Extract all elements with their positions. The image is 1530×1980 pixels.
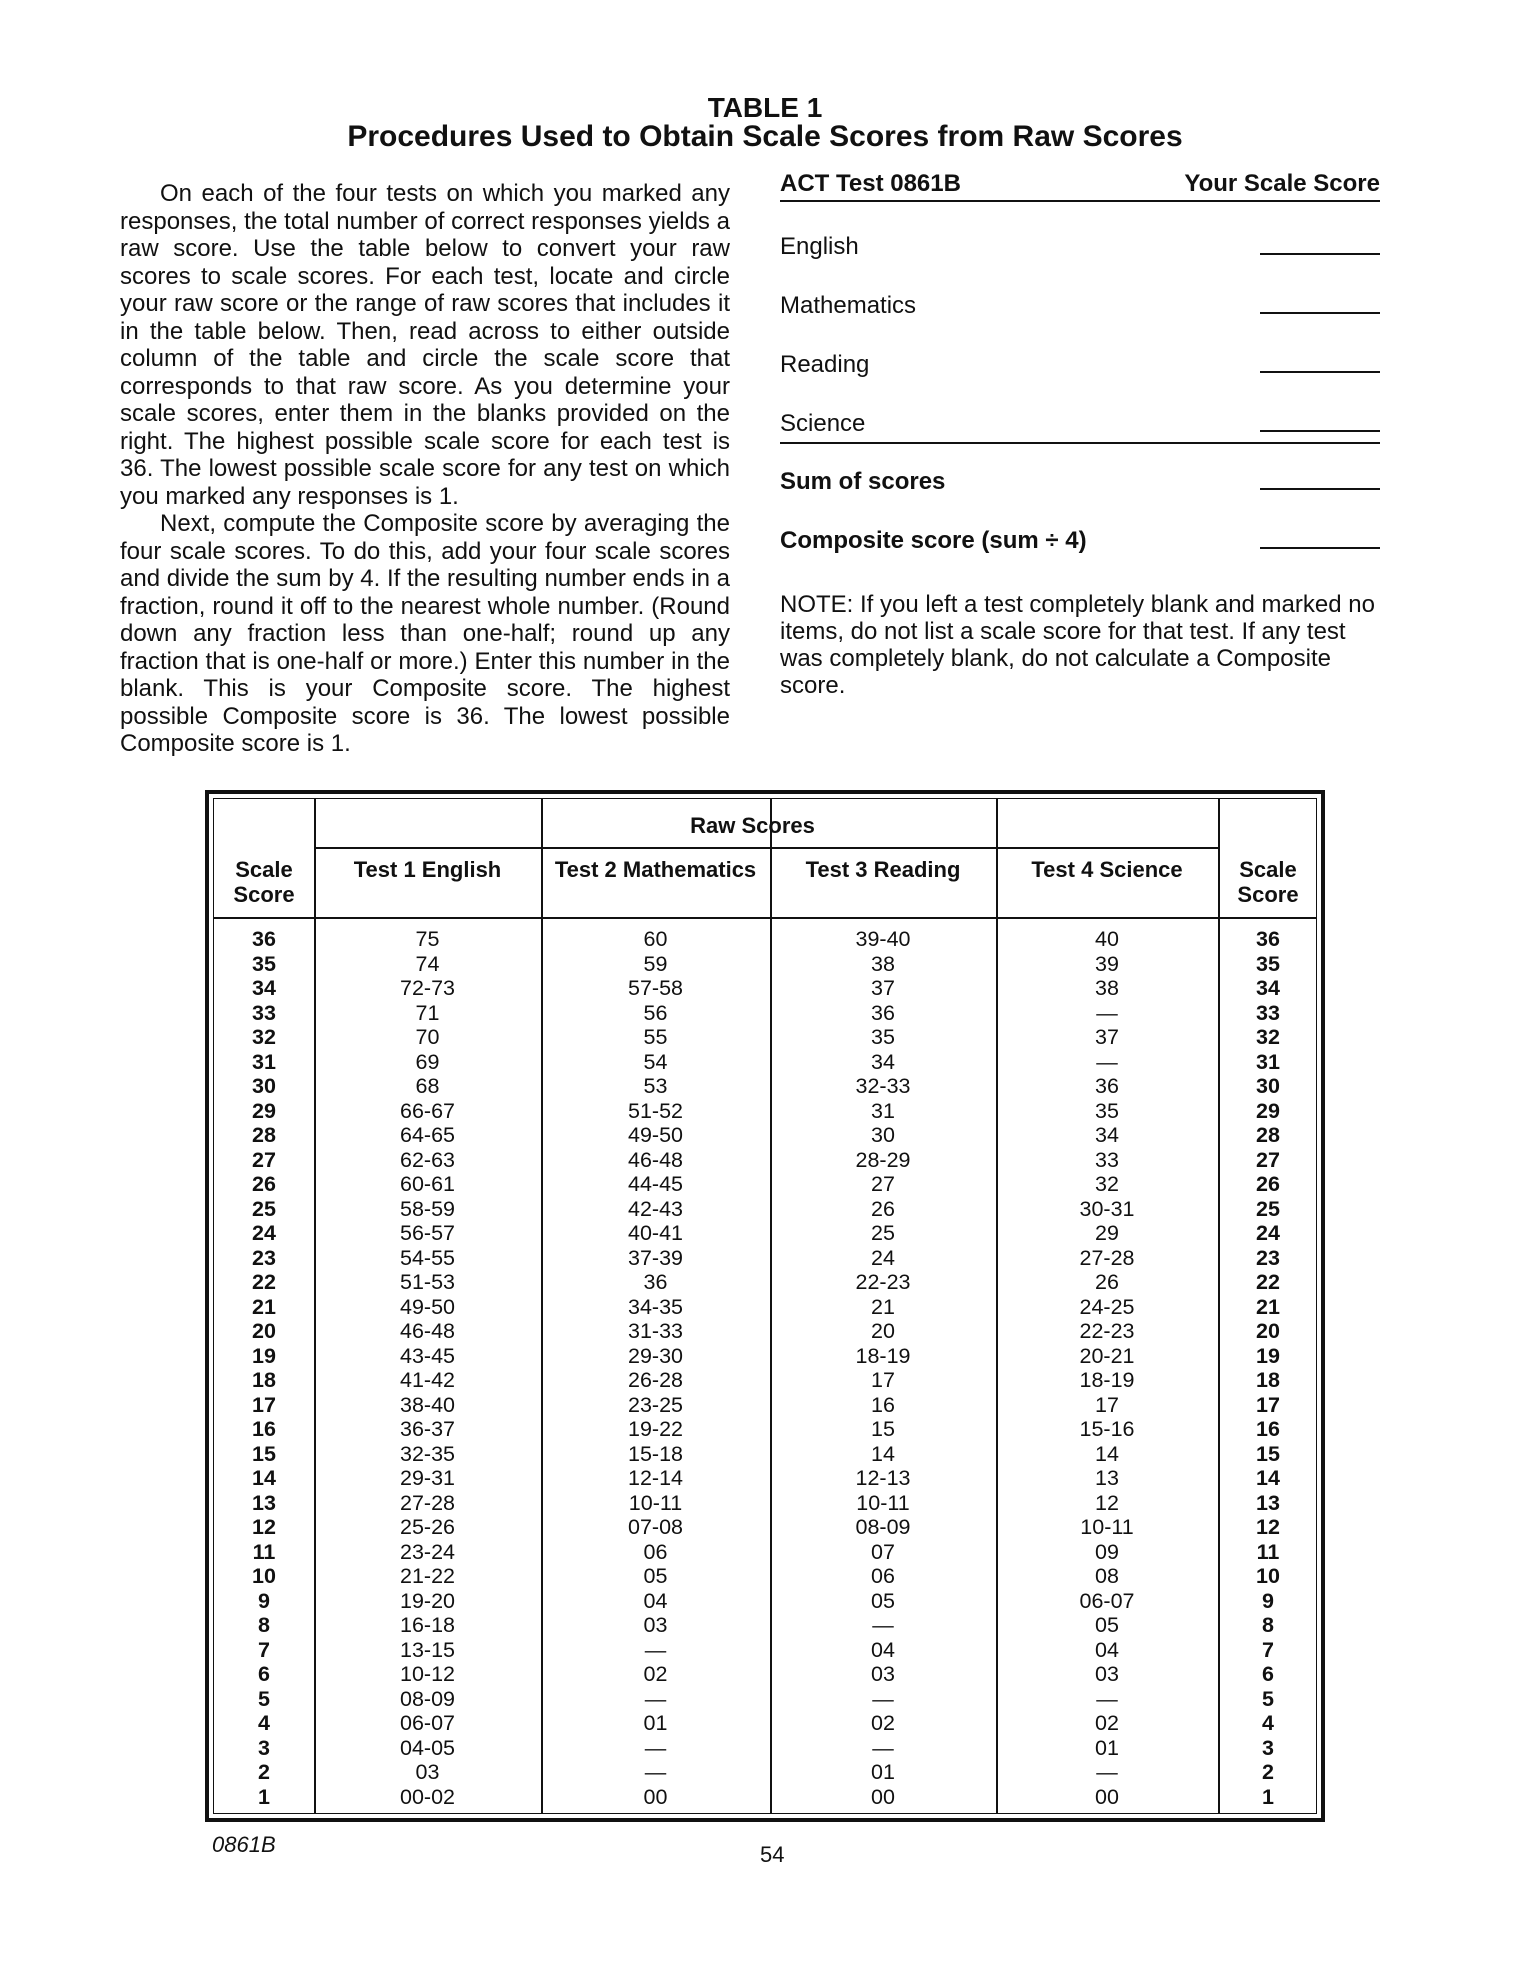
instructions-paragraph-2: Next, compute the Composite score by averaging the four scale scores. To do this, add your four scale scores and divide the sum by 4. If the resulting number ends in a fraction, round it off to the nearest whole number. (Round down any fraction less than one-half; round up any fraction that is one-half or more.) Enter this number in the blank. This is your Composite score. The highest possible Composite score is 36. The lowest possible Composite score is 1. [120,510,730,757]
table-cell: — [872,1735,894,1760]
table-cell: 15 [871,1417,895,1441]
test-label: ACT Test 0861B [780,170,961,197]
table-cell: 13 [1095,1466,1119,1490]
table-cell: 38 [1095,976,1119,1000]
table-cell: 30 [1256,1074,1280,1098]
score-blank-math[interactable] [1260,312,1380,314]
table-cell: 71 [415,1000,440,1025]
table-cell: 3 [258,1735,270,1760]
table-cell: — [644,1637,667,1662]
table-cell: 41-42 [400,1368,455,1392]
table-cell: 19 [252,1343,276,1368]
table-cell: 15-18 [628,1441,683,1466]
row-divider [314,847,1218,849]
table-cell: 34-35 [628,1294,683,1319]
score-blank-science[interactable] [1260,430,1380,432]
table-cell: 5 [1262,1686,1274,1711]
table-label: TABLE 1 [707,92,823,123]
table-cell: 28 [252,1123,276,1147]
score-row-reading [780,320,1380,379]
table-cell: 06 [871,1564,895,1588]
table-cell: 2 [258,1760,270,1784]
table-cell: 30 [252,1074,276,1098]
table-cell: 17 [1095,1392,1119,1417]
table-cell: 10-11 [1080,1515,1134,1539]
table-cell: 40-41 [628,1221,683,1245]
table-cell: 23-25 [628,1392,683,1417]
table-cell: 68 [415,1074,440,1098]
table-cell: 14 [1256,1466,1280,1490]
table-cell: 37 [1095,1025,1119,1049]
table-cell: 13-15 [400,1637,455,1662]
table-cell: 00-02 [400,1784,455,1809]
table-cell: 23 [252,1245,276,1270]
table-cell: 01 [1095,1735,1119,1760]
table-cell: 17 [871,1368,895,1392]
table-cell: 00 [643,1784,668,1809]
table-cell: 08-09 [400,1686,455,1711]
table-cell: 15 [1256,1441,1280,1466]
table-cell: 20 [871,1319,895,1343]
score-row-label: Reading [780,351,870,378]
table-cell: 27 [871,1172,895,1196]
row-divider [214,917,1316,919]
table-cell: 04-05 [400,1735,455,1760]
table-cell: 02 [1095,1711,1119,1735]
table-cell: 33 [1095,1147,1119,1172]
table-cell: 04 [643,1588,668,1613]
table-cell: 2 [1262,1760,1274,1784]
table-cell: 18-19 [1079,1368,1135,1392]
table-cell: 13 [1256,1490,1280,1515]
table-cell: 66-67 [400,1098,455,1123]
table-cell: 70 [415,1025,440,1049]
table-cell: 23 [1256,1245,1280,1270]
table-cell: 34 [1095,1123,1119,1147]
table-cell: 13 [252,1490,276,1515]
table-cell: 17 [252,1392,276,1417]
table-cell: 36 [1256,927,1280,951]
score-box-header [780,170,1380,202]
table-cell: 36-37 [400,1417,455,1441]
column-scale-left [214,927,314,1809]
page-number: 54 [760,1842,785,1867]
table-cell: 16 [252,1417,276,1441]
note-text: NOTE: If you left a test completely blank and marked no items, do not list a scale score for that test. If any test was completely blank, do not calculate a Composite score. [780,591,1375,699]
table-cell: 31 [1256,1049,1280,1074]
table-cell: 14 [871,1441,895,1466]
table-cell: 29 [252,1098,276,1123]
table-cell: 12-13 [855,1466,911,1490]
table-cell: 58-59 [400,1196,455,1221]
table-cell: 30 [871,1123,895,1147]
table-cell: 22-23 [855,1270,911,1294]
table-cell: 04 [1095,1637,1119,1662]
table-cell: 22 [252,1270,276,1294]
table-cell: 4 [258,1711,270,1735]
table-cell: 36 [871,1000,895,1025]
table-cell: 36 [643,1270,668,1294]
table-cell: 46-48 [400,1319,455,1343]
composite-blank[interactable] [1260,547,1380,549]
header-scale-right: Scale Score [1237,857,1299,907]
table-cell: 03 [1095,1662,1119,1686]
table-cell: 35 [1095,1098,1119,1123]
column-reading [770,927,996,1809]
table-cell: 12 [252,1515,276,1539]
table-cell: 57-58 [628,976,683,1000]
table-cell: 35 [1256,951,1280,976]
table-cell: 5 [258,1686,270,1711]
table-cell: 26 [1095,1270,1119,1294]
table-cell: 20 [252,1319,276,1343]
table-cell: 31-33 [628,1319,683,1343]
table-cell: 29-30 [628,1343,683,1368]
table-cell: 62-63 [400,1147,455,1172]
table-cell: 64-65 [400,1123,455,1147]
table-cell: 21 [871,1294,895,1319]
table-cell: 27 [252,1147,276,1172]
table-cell: 03 [415,1760,440,1784]
page-title: Procedures Used to Obtain Scale Scores from Raw Scores [347,120,1183,153]
table-cell: — [1096,1000,1118,1025]
table-cell: 06-07 [400,1711,455,1735]
table-cell: 10-11 [628,1490,683,1515]
table-cell: 19-22 [628,1417,683,1441]
table-cell: 20 [1256,1319,1280,1343]
table-cell: 75 [415,927,440,951]
table-cell: 39-40 [855,927,911,951]
table-cell: 49-50 [400,1294,455,1319]
table-cell: 12 [1256,1515,1280,1539]
table-cell: 38-40 [400,1392,455,1417]
table-cell: — [1096,1686,1118,1711]
table-cell: 02 [871,1711,895,1735]
table-cell: 18-19 [855,1343,911,1368]
table-cell: 42-43 [628,1196,683,1221]
score-row-label: English [780,233,859,260]
table-cell: 25 [1256,1196,1280,1221]
table-cell: 16 [871,1392,895,1417]
table-cell: 24 [1256,1221,1280,1245]
table-cell: — [644,1686,667,1711]
table-cell: 25 [871,1221,895,1245]
table-cell: 03 [871,1662,895,1686]
table-cell: 10 [1256,1564,1280,1588]
table-inner-border [213,798,1317,1814]
score-row-english [780,202,1380,261]
table-cell: 37-39 [628,1245,683,1270]
instructions-paragraph-1: On each of the four tests on which you marked any responses, the total number of correct responses yields a raw score. Use the table below to convert your raw scores to scale scores. For each test, locate and circle your raw score or the range of raw scores that includes it in the table below. Then, read across to either outside column of the table and circle the scale score that corresponds to that raw score. As you determine your scale scores, enter them in the blanks provided on the right. The highest possible scale score for each test is 36. The lowest possible scale score for any test on which you marked any responses is 1. [120,180,730,510]
table-cell: 43-45 [400,1343,455,1368]
table-cell: 01 [871,1760,895,1784]
header-math: Test 2 Mathematics [554,857,757,882]
table-cell: 3 [1262,1735,1274,1760]
table-cell: 10-11 [856,1490,910,1515]
table-cell: 60 [643,927,668,951]
table-cell: 12 [1095,1490,1119,1515]
table-cell: 19 [1256,1343,1280,1368]
table-cell: 10-12 [400,1662,455,1686]
table-cell: 08 [1095,1564,1119,1588]
table-cell: 34 [871,1049,895,1074]
table-cell: 07-08 [628,1515,683,1539]
table-cell: 26 [252,1172,276,1196]
table-cell: 24-25 [1079,1294,1135,1319]
score-row-science [780,379,1380,438]
table-cell: 22-23 [1079,1319,1135,1343]
table-cell: 20-21 [1079,1343,1135,1368]
table-cell: 06 [643,1539,668,1564]
table-cell: — [644,1760,667,1784]
table-cell: 9 [258,1588,270,1613]
column-english [314,927,541,1809]
score-row-label: Mathematics [780,292,917,319]
table-cell: 32-33 [855,1074,911,1098]
table-cell: 25 [252,1196,276,1221]
table-cell: 05 [643,1564,668,1588]
table-cell: 28 [1256,1123,1280,1147]
table-cell: 32-35 [400,1441,455,1466]
table-cell: 4 [1262,1711,1274,1735]
table-cell: 21 [252,1294,276,1319]
table-cell: 51-52 [628,1098,683,1123]
instructions-text [120,180,730,758]
table-cell: 21-22 [400,1564,455,1588]
table-cell: 00 [871,1784,895,1809]
table-cell: 36 [252,927,276,951]
table-cell: 34 [252,976,276,1000]
table-cell: 11 [1256,1539,1280,1564]
table-cell: 12-14 [628,1466,683,1490]
table-cell: 03 [643,1613,668,1637]
table-cell: 05 [871,1588,895,1613]
table-cell: 26 [871,1196,895,1221]
table-cell: 27-28 [400,1490,455,1515]
table-cell: 15-16 [1079,1417,1135,1441]
sum-label: Sum of scores [780,468,946,495]
table-cell: 27 [1256,1147,1280,1172]
table-cell: 33 [252,1000,276,1025]
table-cell: 51-53 [400,1270,455,1294]
table-cell: 44-45 [628,1172,683,1196]
table-cell: 37 [871,976,895,1000]
table-cell: 17 [1256,1392,1280,1417]
table-cell: 6 [258,1662,270,1686]
table-cell: 59 [643,951,668,976]
table-cell: 06-07 [1079,1588,1135,1613]
table-cell: 26 [1256,1172,1280,1196]
table-cell: 32 [252,1025,276,1049]
conversion-table [205,790,1325,1822]
score-blank-english[interactable] [1260,253,1380,255]
table-cell: 33 [1256,1000,1280,1025]
table-cell: 54-55 [400,1245,455,1270]
composite-label: Composite score (sum ÷ 4) [780,527,1087,554]
table-cell: — [1096,1049,1118,1074]
table-cell: 6 [1262,1662,1274,1686]
table-cell: 08-09 [855,1515,911,1539]
score-entry-box [780,170,1380,699]
composite-row [780,496,1380,555]
raw-scores-title: Raw Scores [690,813,815,838]
table-cell: 7 [258,1637,270,1662]
table-cell: 23-24 [400,1539,455,1564]
table-cell: 24 [252,1221,276,1245]
scale-score-label: Your Scale Score [1184,170,1380,197]
table-cell: 07 [871,1539,895,1564]
column-science [996,927,1218,1809]
table-cell: 36 [1095,1074,1119,1098]
table-cell: 1 [1262,1784,1274,1809]
table-cell: 34 [1256,976,1280,1000]
table-cell: 7 [1262,1637,1274,1662]
table-cell: 31 [252,1049,276,1074]
table-cell: 29 [1095,1221,1119,1245]
table-cell: 31 [871,1098,895,1123]
table-cell: 22 [1256,1270,1280,1294]
score-row-math [780,261,1380,320]
table-cell: 09 [1095,1539,1119,1564]
table-cell: 35 [871,1025,895,1049]
score-row-label: Science [780,410,866,437]
table-cell: 8 [1262,1613,1274,1637]
table-cell: — [872,1686,894,1711]
table-cell: 56-57 [400,1221,455,1245]
table-cell: 35 [252,951,276,976]
table-cell: 40 [1095,927,1119,951]
table-cell: 69 [415,1049,440,1074]
table-cell: 14 [252,1466,276,1490]
table-cell: 21 [1256,1294,1280,1319]
column-math [541,927,770,1809]
table-cell: 24 [871,1245,895,1270]
form-code: 0861B [212,1832,276,1857]
header-reading: Test 3 Reading [805,857,961,882]
table-cell: 32 [1095,1172,1119,1196]
table-cell: 29-31 [400,1466,455,1490]
table-cell: 56 [643,1000,668,1025]
table-cell: 53 [643,1074,668,1098]
score-blank-reading[interactable] [1260,371,1380,373]
table-cell: 01 [643,1711,668,1735]
table-cell: — [872,1613,894,1637]
table-cell: 25-26 [400,1515,455,1539]
table-cell: 28-29 [855,1147,911,1172]
table-cell: 26-28 [628,1368,683,1392]
table-cell: 05 [1095,1613,1119,1637]
table-cell: 72-73 [400,976,455,1000]
table-cell: 04 [871,1637,895,1662]
table-cell: 74 [415,951,440,976]
table-cell: — [644,1735,667,1760]
table-cell: 1 [258,1784,270,1809]
table-cell: 60-61 [400,1172,455,1196]
table-cell: 02 [643,1662,668,1686]
table-cell: — [1096,1760,1118,1784]
table-cell: 46-48 [628,1147,683,1172]
sum-blank[interactable] [1260,488,1380,490]
table-cell: 15 [252,1441,276,1466]
header-science: Test 4 Science [1031,857,1183,882]
table-cell: 18 [252,1368,276,1392]
table-cell: 32 [1256,1025,1280,1049]
table-cell: 00 [1095,1784,1119,1809]
table-cell: 54 [643,1049,668,1074]
table-cell: 16-18 [400,1613,455,1637]
column-scale-right [1218,927,1318,1809]
table-cell: 18 [1256,1368,1280,1392]
table-cell: 29 [1256,1098,1280,1123]
table-cell: 27-28 [1079,1245,1135,1270]
table-cell: 39 [1095,951,1119,976]
table-cell: 55 [643,1025,668,1049]
table-cell: 38 [871,951,895,976]
table-cell: 16 [1256,1417,1280,1441]
sum-row [780,444,1380,496]
table-cell: 11 [252,1539,276,1564]
table-cell: 30-31 [1079,1196,1135,1221]
table-cell: 10 [252,1564,276,1588]
table-cell: 9 [1262,1588,1274,1613]
table-cell: 8 [258,1613,270,1637]
table-cell: 14 [1095,1441,1119,1466]
table-cell: 49-50 [628,1123,683,1147]
header-scale-left: Scale Score [233,857,295,907]
table-cell: 19-20 [400,1588,455,1613]
header-english: Test 1 English [353,857,502,882]
